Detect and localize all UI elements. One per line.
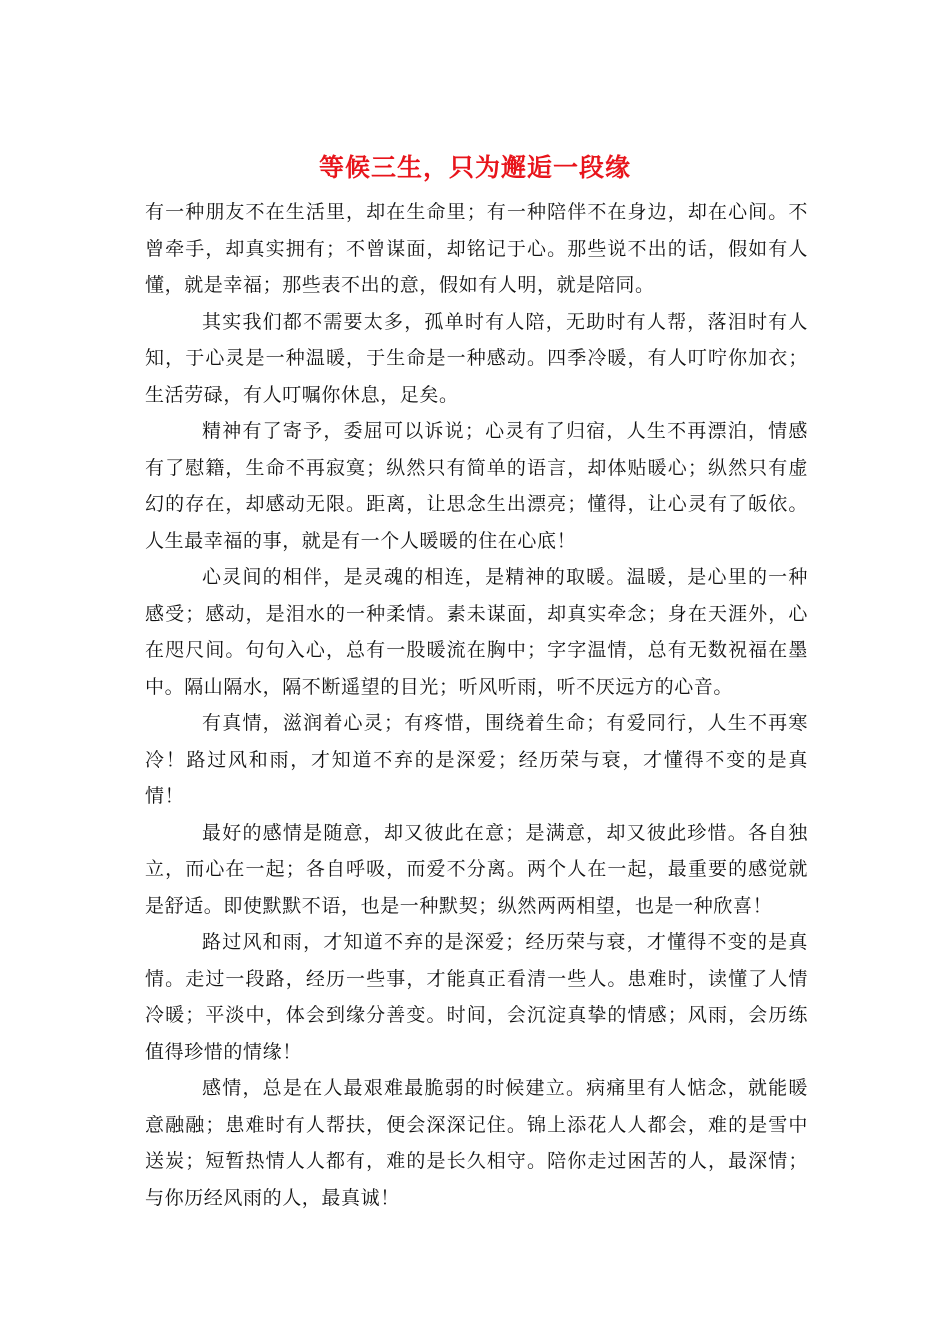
paragraph-2: 其实我们都不需要太多，孤单时有人陪，无助时有人帮，落泪时有人知，于心灵是一种温暖，于生命是一种感动。四季冷暖，有人叮咛你加衣；生活劳碌，有人叮嘱你休息，足矣。	[145, 310, 808, 406]
paragraph-4: 心灵间的相伴，是灵魂的相连，是精神的取暖。温暖，是心里的一种感受；感动，是泪水的一种柔情。素未谋面，却真实牵念；身在天涯外，心在咫尺间。句句入心，总有一股暖流在胸中；字字温情，总有无数祝福在墨中。隔山隔水，隔不断遥望的目光；听风听雨，听不厌远方的心音。	[145, 566, 808, 698]
paragraph-1: 有一种朋友不在生活里，却在生命里；有一种陪伴不在身边，却在心间。不曾牵手，却真实拥有；不曾谋面，却铭记于心。那些说不出的话，假如有人懂，就是幸福；那些表不出的意，假如有人明，就是陪同。	[145, 201, 808, 296]
paragraph-5: 有真情，滋润着心灵；有疼惜，围绕着生命；有爱同行，人生不再寒冷！路过风和雨，才知道不弃的是深爱；经历荣与衰，才懂得不变的是真情！	[145, 712, 808, 807]
paragraph-8: 感情，总是在人最艰难最脆弱的时候建立。病痛里有人惦念，就能暖意融融；患难时有人帮扶，便会深深记住。锦上添花人人都会，难的是雪中送炭；短暂热情人人都有，难的是长久相守。陪你走过困苦的人，最深情；与你历经风雨的人，最真诚！	[145, 1077, 808, 1209]
document-title: 等候三生，只为邂逅一段缘	[318, 153, 631, 182]
paragraph-3: 精神有了寄予，委屈可以诉说；心灵有了归宿，人生不再漂泊，情感有了慰籍，生命不再寂寞；纵然只有简单的语言，却体贴暖心；纵然只有虚幻的存在，却感动无限。距离，让思念生出漂亮；懂得，让心灵有了皈依。人生最幸福的事，就是有一个人暖暖的住在心底！	[145, 420, 808, 552]
paragraph-6: 最好的感情是随意，却又彼此在意；是满意，却又彼此珍惜。各自独立，而心在一起；各自呼吸，而爱不分离。两个人在一起，最重要的感觉就是舒适。即使默默不语，也是一种默契；纵然两两相望，也是一种欣喜！	[145, 821, 808, 917]
paragraph-7: 路过风和雨，才知道不弃的是深爱；经历荣与衰，才懂得不变的是真情。走过一段路，经历一些事，才能真正看清一些人。患难时，读懂了人情冷暖；平淡中，体会到缘分善变。时间，会沉淀真挚的情感；风雨，会历练值得珍惜的情缘！	[145, 931, 808, 1063]
document-body	[145, 194, 808, 1216]
